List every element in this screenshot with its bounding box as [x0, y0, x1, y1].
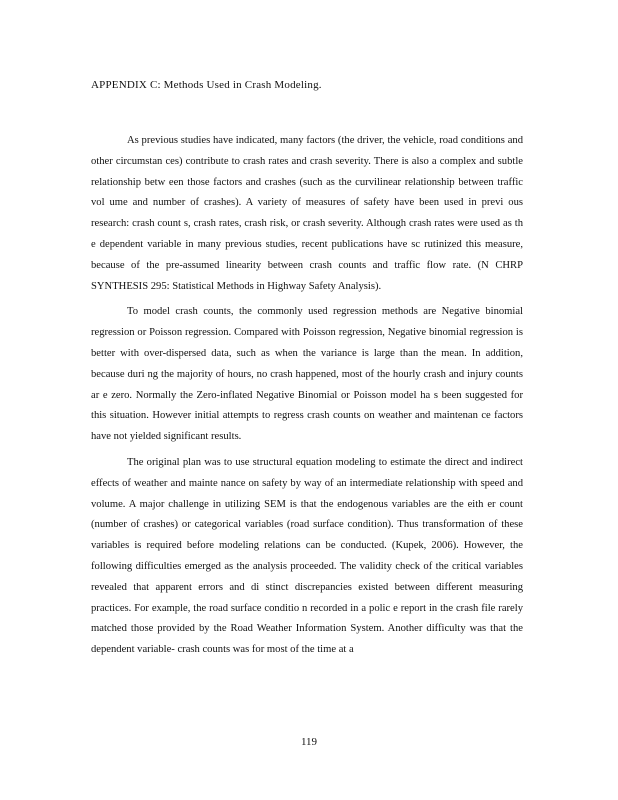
appendix-heading: APPENDIX C: Methods Used in Crash Modeling.: [91, 79, 322, 91]
body-text: [91, 131, 523, 666]
paragraph-2: To model crash counts, the commonly used regression methods are Negative binomial regression or Poisson regression. Compared with Poisson regression, Negative binomial regression is better with over-dispersed data, such as when the variance is large than the mean. In addition, because duri ng the majority of hours, no crash happened, most of the hourly crash and injury counts ar e zero. Normally the Zero-inflated Negative Binomial or Poisson model ha s been suggested for this situation. However initial attempts to regress crash counts on weather and maintenan ce factors have not yielded significant results.: [91, 306, 523, 443]
paragraph-1: As previous studies have indicated, many factors (the driver, the vehicle, road conditions and other circumstan ces) contribute to crash rates and crash severity. There is also a complex and subtle relationship betw een those factors and crashes (such as the curvilinear relationship between traffic vol ume and number of crashes). A variety of measures of safety have been used in previ ous research: crash count s, crash rates, crash risk, or crash severity. Although crash rates were used as th e dependent variable in many previous studies, recent publications have sc rutinized this measure, because of the pre-assumed linearity between crash counts and traffic flow rate. (N CHRP SYNTHESIS 295: Statistical Methods in Highway Safety Analysis).: [91, 135, 523, 292]
page-number: 119: [300, 736, 318, 748]
paragraph-3: The original plan was to use structural equation modeling to estimate the direct and indirect effects of weather and mainte nance on safety by way of an intermediate relationship with speed and volume. A major challenge in utilizing SEM is that the endogenous variables are the eith er count (number of crashes) or categorical variables (road surface condition). Thus transformation of these variables is required before modeling relations can be conducted. (Kupek, 2006). However, the following difficulties emerged as the analysis proceeded. The validity check of the critical variables revealed that apparent errors and di stinct discrepancies existed between different measuring practices. For example, the road surface conditio n recorded in a polic e report in the crash file rarely matched those provided by the Road Weather Information System. Another difficulty was that the dependent variable- crash counts was for most of the time at a: [91, 456, 523, 656]
